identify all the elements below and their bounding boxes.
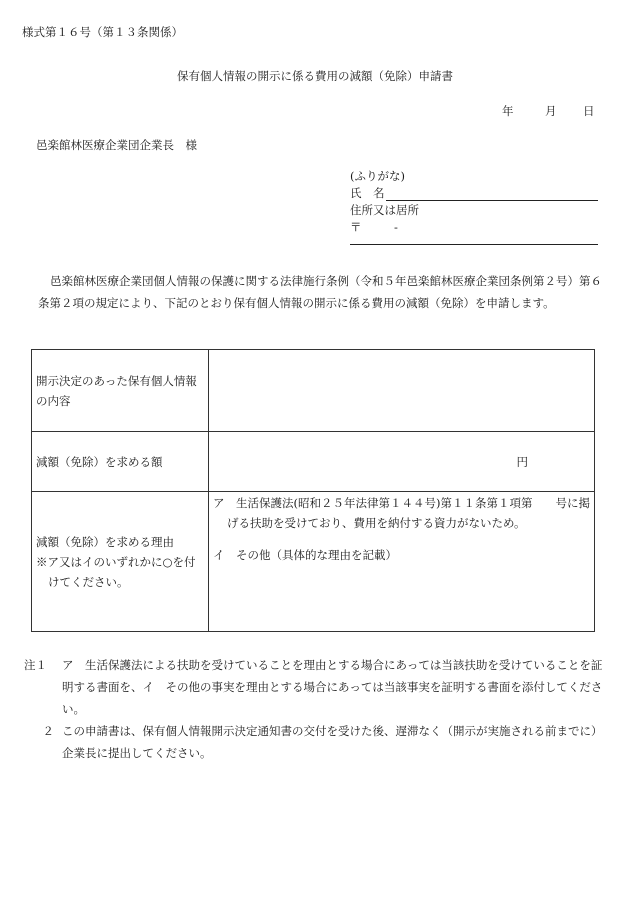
table-row xyxy=(32,350,595,432)
date-day-label: 日 xyxy=(583,104,595,118)
reason-instruction: ※ア又はイのいずれかに○を付けてください。 xyxy=(36,554,196,589)
table-row xyxy=(32,492,595,632)
table-row xyxy=(32,432,595,492)
reason-option-a[interactable]: ア 生活保護法(昭和２５年法律第１４４号)第１１条第１項第 号に掲げる扶助を受けており、費用を納付する資力がないため。 xyxy=(213,496,590,530)
name-label: 氏 名 xyxy=(350,186,385,200)
reason-options-cell xyxy=(209,492,595,632)
postal-mark: 〒 xyxy=(350,220,362,234)
reason-option-b[interactable]: イ その他（具体的な理由を記載） xyxy=(213,548,397,562)
postal-dash: - xyxy=(394,220,398,234)
body-text: 邑楽館林医療企業団個人情報の保護に関する法律施行条例（令和５年邑楽館林医療企業団条例第２号）第６条第２項の規定により、下記のとおり保有個人情報の開示に係る費用の減額（免除）を申請します。 xyxy=(38,274,602,310)
note-text: この申請書は、保有個人情報開示決定通知書の交付を受けた後、遅滞なく（開示が実施される前までに）企業長に提出してください。 xyxy=(62,724,603,760)
note-item xyxy=(24,720,608,764)
reason-label: 減額（免除）を求める理由 xyxy=(36,534,174,549)
notes xyxy=(24,654,608,764)
amount-label: 減額（免除）を求める額 xyxy=(32,432,209,492)
address-label: 住所又は居所 xyxy=(350,203,419,217)
note-number: ２ xyxy=(42,724,54,738)
date-year-label: 年 xyxy=(502,104,514,118)
note-text: ア 生活保護法による扶助を受けていることを理由とする場合にあっては当該扶助を受けていることを証明する書面を、イ その他の事実を理由とする場合にあっては当該事実を証明する書面を添付してください。 xyxy=(62,658,603,716)
address-field-line[interactable] xyxy=(350,236,598,245)
furigana-label: (ふりがな) xyxy=(350,169,405,183)
disclosure-content-label: 開示決定のあった保有個人情報の内容 xyxy=(32,350,209,432)
note-item xyxy=(24,654,608,720)
name-field-row[interactable] xyxy=(350,185,598,202)
yen-unit: 円 xyxy=(516,454,528,469)
postal-row[interactable] xyxy=(350,219,598,236)
disclosure-content-field[interactable] xyxy=(209,350,595,432)
date-month-label: 月 xyxy=(545,104,557,118)
application-table xyxy=(31,349,595,632)
addressee: 邑楽館林医療企業団企業長 様 xyxy=(36,138,197,152)
reason-label-cell xyxy=(32,492,209,632)
name-field-line xyxy=(386,200,598,201)
applicant-block xyxy=(350,168,598,245)
note-number: 注１ xyxy=(24,658,47,672)
page-title: 保有個人情報の開示に係る費用の減額（免除）申請書 xyxy=(177,69,453,83)
amount-field[interactable] xyxy=(209,432,595,492)
form-number: 様式第１６号（第１３条関係） xyxy=(22,25,183,39)
